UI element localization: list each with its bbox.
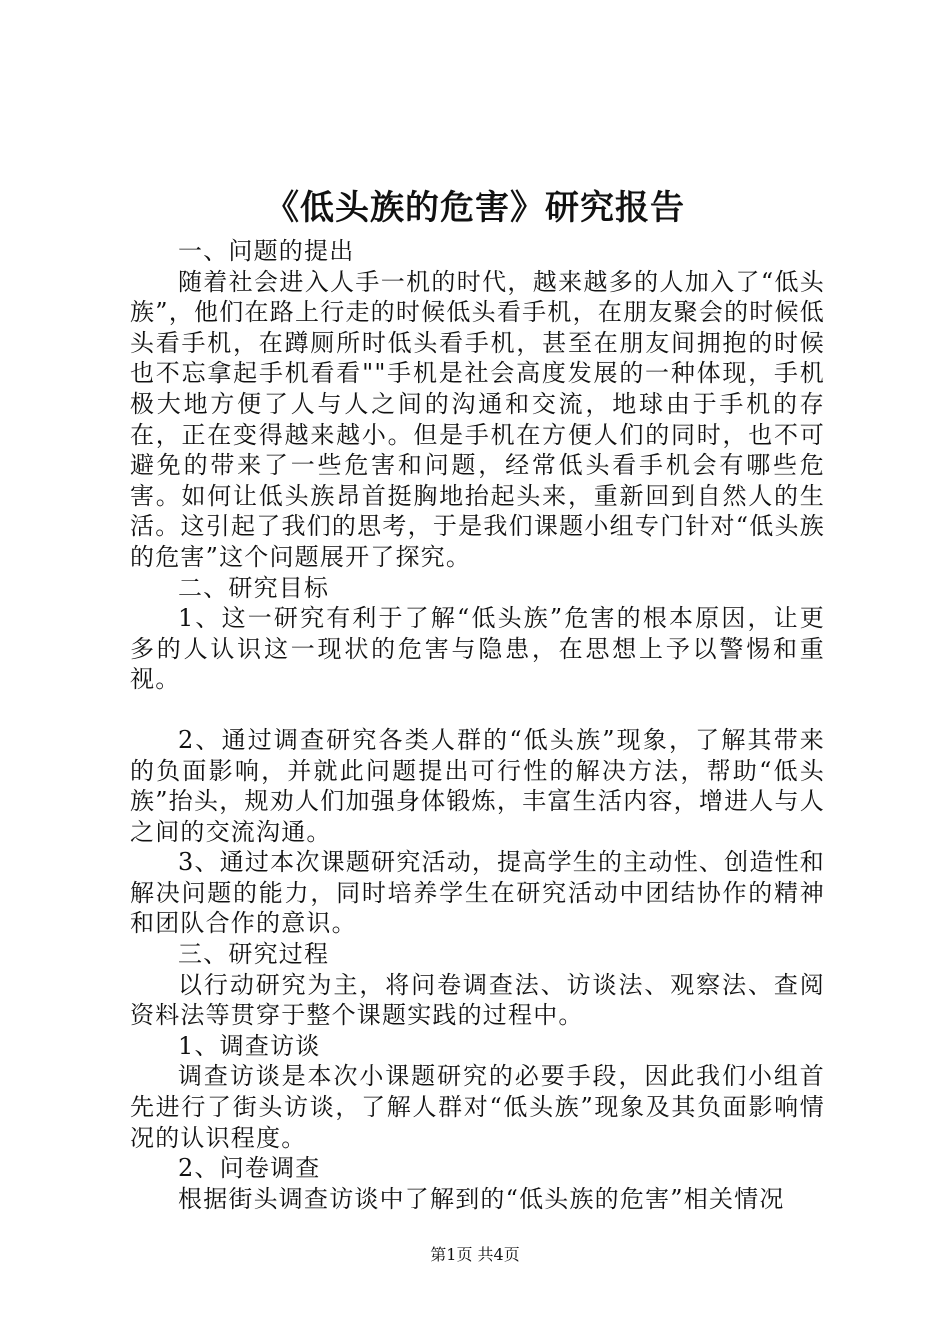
document-title: 《低头族的危害》研究报告 — [265, 188, 685, 228]
paragraph-goal-3: 3、通过本次课题研究活动，提高学生的主动性、创造性和解决问题的能力，同时培养学生在研究活动中团结协作的精神和团队合作的意识。 — [130, 848, 825, 938]
paragraph-goal-1: 1、这一研究有利于了解“低头族”危害的根本原因，让更多的人认识这一现状的危害与隐患，在思想上予以警惕和重视。 — [130, 604, 825, 694]
paragraph-interview: 调查访谈是本次小课题研究的必要手段，因此我们小组首先进行了街头访谈，了解人群对“低头族”现象及其负面影响情况的认识程度。 — [130, 1062, 825, 1152]
subheading-questionnaire: 2、问卷调查 — [178, 1154, 321, 1183]
paragraph-questionnaire: 根据街头调查访谈中了解到的“低头族的危害”相关情况 — [178, 1184, 785, 1213]
page-footer: 第1页 共4页 — [430, 1245, 520, 1264]
section-heading-process: 三、研究过程 — [178, 940, 330, 969]
subheading-interview: 1、调查访谈 — [178, 1031, 321, 1060]
paragraph-process-intro: 以行动研究为主，将问卷调查法、访谈法、观察法、查阅资料法等贯穿于整个课题实践的过程中。 — [130, 970, 825, 1030]
document-body — [130, 236, 825, 1214]
section-heading-problem: 一、问题的提出 — [178, 237, 355, 265]
paragraph-goal-2: 2、通过调查研究各类人群的“低头族”现象，了解其带来的负面影响，并就此问题提出可行性的解决方法，帮助“低头族”抬头，规劝人们加强身体锻炼，丰富生活内容，增进人与人之间的交流沟通。 — [130, 725, 825, 846]
section-heading-goals: 二、研究目标 — [178, 573, 330, 602]
paragraph-problem-description: 随着社会进入人手一机的时代，越来越多的人加入了“低头族”，他们在路上行走的时候低头看手机，在朋友聚会的时候低头看手机，在蹲厕所时低头看手机，甚至在朋友间拥抱的时候也不忘拿起手机看看""手机是社会高度发展的一种体现，手机极大地方便了人与人之间的沟通和交流，地球由于手机的存在，正在变得越来越小。但是手机在方便人们的同时，也不可避免的带来了一些危害和问题，经常低头看手机会有哪些危害。如何让低头族昂首挺胸地抬起头来，重新回到自然人的生活。这引起了我们的思考，于是我们课题小组专门针对“低头族的危害”这个问题展开了探究。 — [130, 267, 825, 571]
